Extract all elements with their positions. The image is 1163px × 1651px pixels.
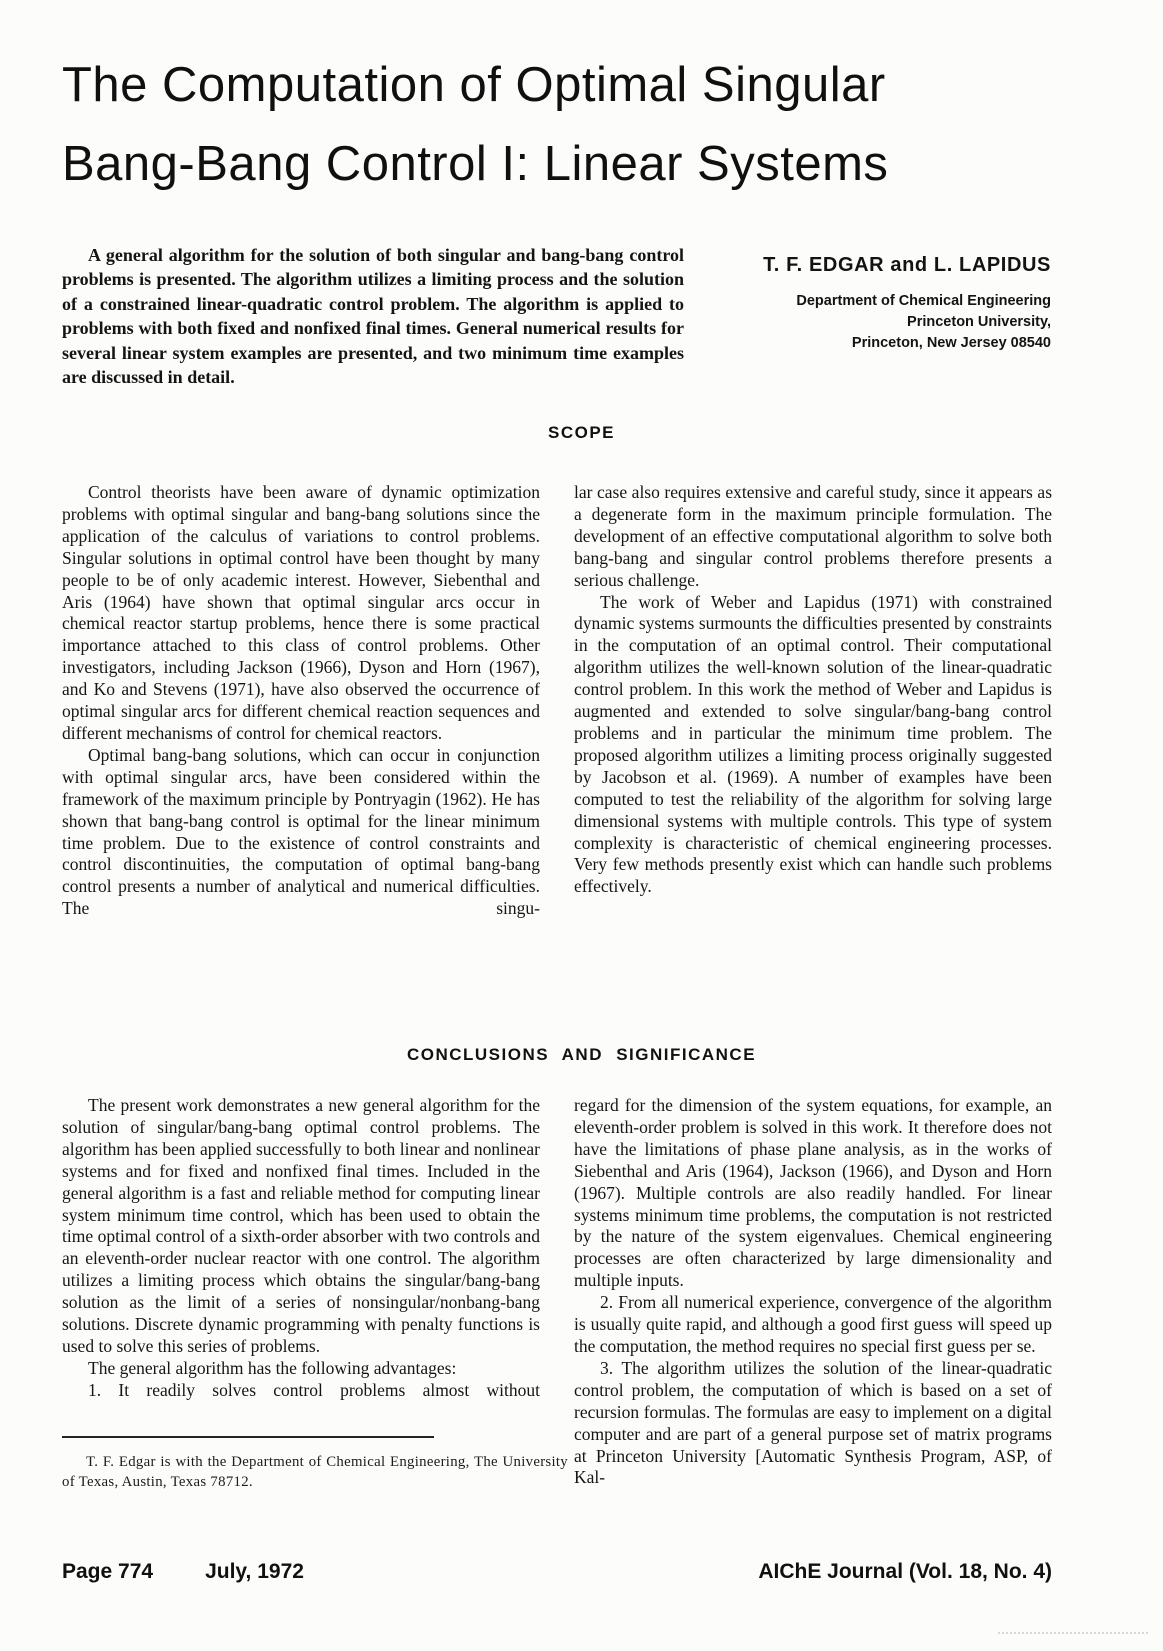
scope-right-paragraph-2: The work of Weber and Lapidus (1971) with constrained dynamic systems surmounts the difficulties presented by constraints in the computation of an optimal control. Their computational algorithm utilizes the well-known solution of the linear-quadratic control problem. In this work the method of Weber and Lapidus is augmented and extended to solve singular/bang-bang control problems and in particular the minimum time problem. The proposed algorithm utilizes a limiting process originally suggested by Jacobson et al. (1969). A number of examples have been computed to test the reliability of the algorithm for solving large dimensional systems with multiple controls. This type of system complexity is characteristic of chemical engineering processes. Very few methods presently exist which can handle such problems effectively. [574,591,1052,897]
footnote-divider [62,1436,434,1438]
scope-right-paragraph-1: lar case also requires extensive and careful study, since it appears as a degenerate form in the maximum principle formulation. The development of an effective computational algorithm to solve both bang-bang and singular control problems therefore presents a serious challenge. [574,482,1052,590]
scope-section [62,482,1052,920]
conclusions-left-paragraph-1: The present work demonstrates a new general algorithm for the solution of singular/bang-bang optimal control problems. The algorithm has been applied successfully to both linear and nonlinear systems and for fixed and nonfixed final times. Included in the general algorithm is a fast and reliable method for computing linear system minimum time control, which has been used to obtain the time optimal control of a sixth-order absorber with two controls and an eleventh-order nuclear reactor with one control. The algorithm utilizes a limiting process which obtains the singular/bang-bang solution as the limit of a series of nonsingular/nonbang-bang solutions. Discrete dynamic programming with penalty functions is used to solve this series of problems. [62,1095,540,1356]
scope-left-paragraph-2: Optimal bang-bang solutions, which can occur in conjunction with optimal singular arcs, have been considered within the framework of the maximum principle by Pontryagin (1962). He has shown that bang-bang control is optimal for the linear minimum time problem. Due to the existence of control constraints and control discontinuities, the computation of optimal bang-bang control presents a number of analytical and numerical difficulties. The singu- [62,744,540,919]
conclusions-section [62,1095,1052,1489]
scope-left-column [62,482,540,920]
abstract-text: A general algorithm for the solution of both singular and bang-bang control problems is presented. The algorithm utilizes a limiting process and the solution of a constrained linear-quadratic control problem. The algorithm is applied to problems with both fixed and nonfixed final times. General numerical results for several linear system examples are presented, and two minimum time examples are discussed in detail. [62,245,684,388]
author-names: T. F. EDGAR and L. LAPIDUS [763,254,1051,276]
scope-left-paragraph-1: Control theorists have been aware of dynamic optimization problems with optimal singular and bang-bang solutions since the application of the calculus of variations to control problems. Singular solutions in optimal control have been thought by many people to be of only academic interest. However, Siebenthal and Aris (1964) have shown that optimal singular arcs occur in chemical reactor startup problems, hence there is some practical importance attached to this class of control problems. Other investigators, including Jackson (1966), Dyson and Horn (1967), and Ko and Stevens (1971), have also observed the occurrence of optimal singular arcs for different chemical reaction sequences and different mechanisms of control for chemical reactors. [62,482,540,743]
abstract [62,243,684,389]
conclusions-right-column [574,1095,1052,1489]
conclusions-right-paragraph-2: 2. From all numerical experience, convergence of the algorithm is usually quite rapid, and although a good first guess will speed up the computation, the method requires no special first guess per se. [574,1292,1052,1356]
affiliation-line1: Department of Chemical Engineering [796,293,1051,309]
scope-heading: SCOPE [547,423,616,442]
conclusions-left-paragraph-3: 1. It readily solves control problems almost without [88,1379,540,1400]
journal-name: AIChE Journal (Vol. 18, No. 4) [758,1560,1052,1583]
conclusions-heading: CONCLUSIONS AND SIGNIFICANCE [406,1045,757,1064]
page-footer [62,1560,1052,1584]
author-affiliation [691,291,1051,354]
conclusions-left-column [62,1095,540,1489]
article-title [62,46,1062,204]
author-block [691,254,1051,354]
scan-artifact [998,1632,1148,1638]
affiliation-line2: Princeton University, [907,314,1051,330]
footnote-text: T. F. Edgar is with the Department of Chemical Engineering, The University of Texas, Austin, Texas 78712. [62,1454,568,1490]
author-footnote [62,1436,568,1492]
article-title-line1: The Computation of Optimal Singular [62,58,886,112]
conclusions-right-paragraph-1: regard for the dimension of the system equations, for example, an eleventh-order problem is solved in this work. It therefore does not have the limitations of phase plane analysis, as in the works of Siebenthal and Aris (1964), Jackson (1966), and Dyson and Horn (1967). Multiple controls are also readily handled. For linear systems minimum time problems, the computation is not restricted by the nature of the system eigenvalues. Chemical engineering processes are often characterized by large dimensionality and multiple inputs. [574,1095,1052,1291]
article-title-line2: Bang-Bang Control I: Linear Systems [62,137,889,191]
scope-right-column [574,482,1052,920]
affiliation-line3: Princeton, New Jersey 08540 [851,335,1051,351]
issue-date: July, 1972 [205,1560,304,1583]
footer-left [62,1560,304,1584]
conclusions-left-paragraph-2: The general algorithm has the following advantages: [88,1357,457,1378]
page-number: Page 774 [62,1560,154,1583]
conclusions-right-paragraph-3: 3. The algorithm utilizes the solution of the linear-quadratic control problem, the computation of which is based on a set of recursion formulas. The formulas are easy to implement on a digital computer and are part of a general purpose set of matrix programs at Princeton University [Automatic Synthesis Program, ASP, of Kal- [574,1357,1052,1488]
